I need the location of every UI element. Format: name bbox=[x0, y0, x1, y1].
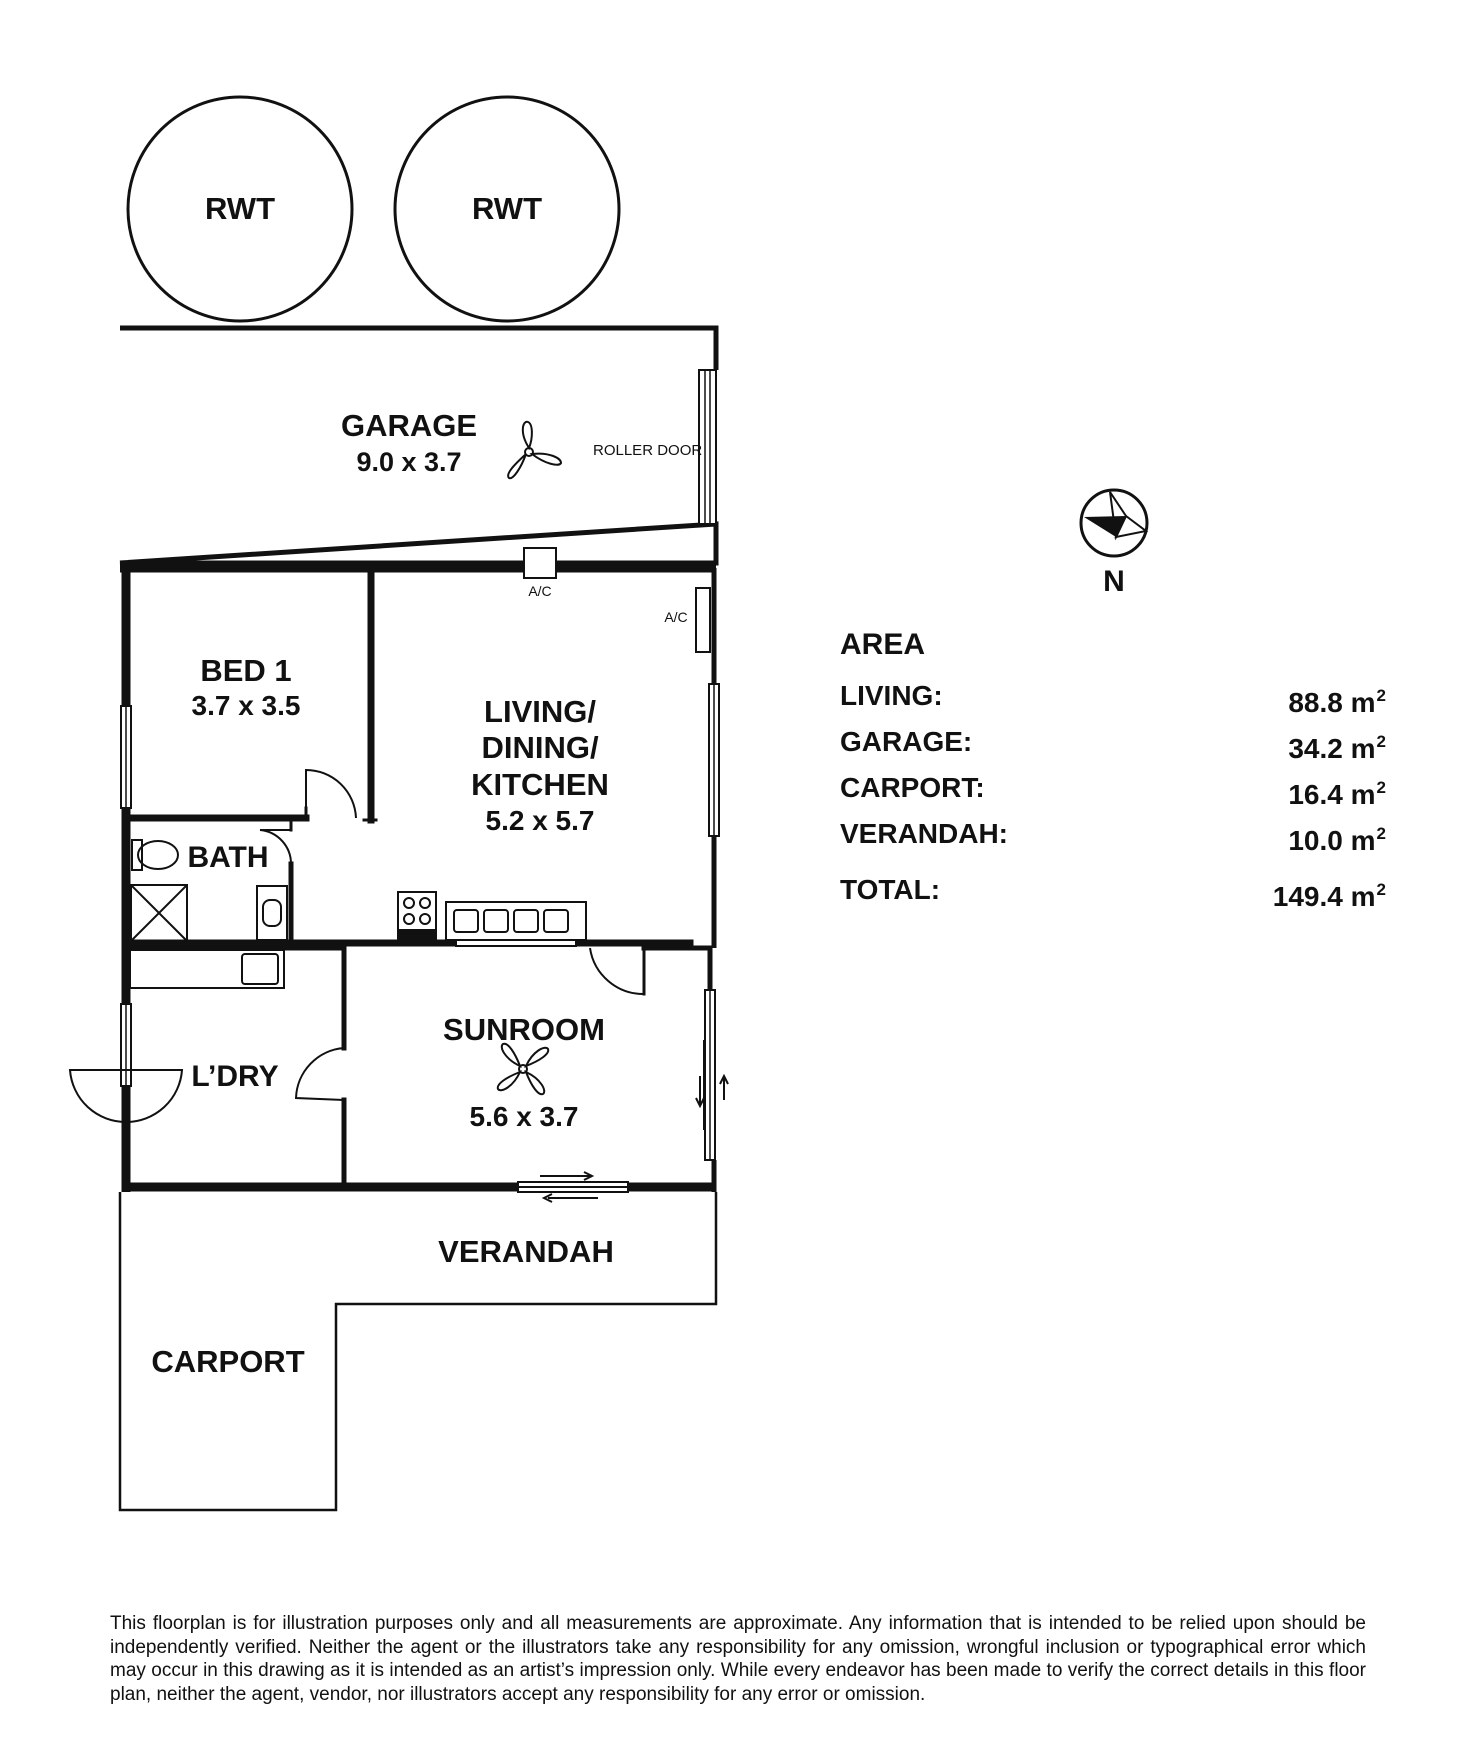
ceiling-fan-icon bbox=[508, 422, 561, 478]
cooktop-icon bbox=[398, 892, 436, 940]
living-label-2: DINING/ bbox=[481, 730, 599, 765]
area-schedule bbox=[840, 628, 1386, 916]
compass-icon bbox=[1081, 490, 1147, 556]
doors bbox=[70, 770, 728, 1202]
basin-icon bbox=[257, 886, 287, 940]
garage-dims: 9.0 x 3.7 bbox=[356, 447, 462, 477]
compass-north-label: N bbox=[1103, 565, 1125, 598]
living-dims: 5.2 x 5.7 bbox=[485, 805, 595, 836]
roller-door-label: ROLLER DOOR bbox=[593, 442, 703, 459]
garage-label: GARAGE bbox=[340, 408, 478, 443]
area-value: 16.4 $m^2$ bbox=[1288, 778, 1386, 810]
area-value: 88.8 $m^2$ bbox=[1288, 686, 1386, 718]
bed1-label: BED 1 bbox=[200, 653, 292, 688]
tank-2-label: RWT bbox=[471, 191, 543, 226]
ac-unit-icon bbox=[696, 588, 710, 652]
area-title: AREA bbox=[840, 628, 926, 661]
ac-label-north: A/C bbox=[528, 583, 552, 599]
rainwater-tank-1 bbox=[128, 97, 352, 321]
laundry-label: L’DRY bbox=[191, 1060, 279, 1093]
area-value: 10.0 $m^2$ bbox=[1288, 824, 1386, 856]
area-label: GARAGE: bbox=[840, 726, 973, 757]
carport-label: CARPORT bbox=[151, 1344, 305, 1379]
bed1-dims: 3.7 x 3.5 bbox=[191, 690, 301, 721]
disclaimer-text: This floorplan is for illustration purposes only and all measurements are approximate. Any information that is intended to be relied upon should be independently verified. Neither the agent or the illustrators take any responsibility for any omission, wrongful inclusion or typographical error which may occur in this drawing as it is intended as an artist’s impression only. While every endeavor has been made to verify the correct details in this floor plan, neither the agent, vendor, nor illustrators accept any responsibility for any error or omission. bbox=[110, 1613, 1366, 1705]
bath-label: BATH bbox=[187, 841, 269, 874]
area-label: VERANDAH: bbox=[840, 818, 1008, 849]
ac-unit-icon bbox=[524, 548, 556, 578]
area-row-garage bbox=[840, 722, 1386, 768]
area-row-living bbox=[840, 676, 1386, 722]
area-row-total bbox=[840, 870, 1386, 916]
garage bbox=[120, 328, 716, 563]
toilet-icon bbox=[132, 840, 178, 870]
tank-1-label: RWT bbox=[204, 191, 276, 226]
area-row-carport bbox=[840, 768, 1386, 814]
area-row-verandah bbox=[840, 814, 1386, 860]
laundry-tub-icon bbox=[130, 950, 284, 988]
kitchen-sink-icon bbox=[446, 902, 586, 946]
sunroom-dims: 5.6 x 3.7 bbox=[469, 1101, 579, 1132]
area-total-label: TOTAL: bbox=[840, 874, 941, 905]
living-label-3: KITCHEN bbox=[471, 767, 609, 802]
shower-icon bbox=[131, 885, 187, 941]
sunroom-label: SUNROOM bbox=[443, 1012, 605, 1047]
area-total-value: 149.4 $m^2$ bbox=[1272, 880, 1386, 912]
area-label: CARPORT: bbox=[840, 772, 985, 803]
ac-label-east: A/C bbox=[664, 609, 688, 625]
area-value: 34.2 $m^2$ bbox=[1288, 732, 1386, 764]
ceiling-fan-icon bbox=[498, 1044, 548, 1094]
area-label: LIVING: bbox=[840, 680, 943, 711]
verandah-label: VERANDAH bbox=[438, 1234, 614, 1269]
rainwater-tank-2 bbox=[395, 97, 619, 321]
living-label-1: LIVING/ bbox=[484, 694, 596, 729]
